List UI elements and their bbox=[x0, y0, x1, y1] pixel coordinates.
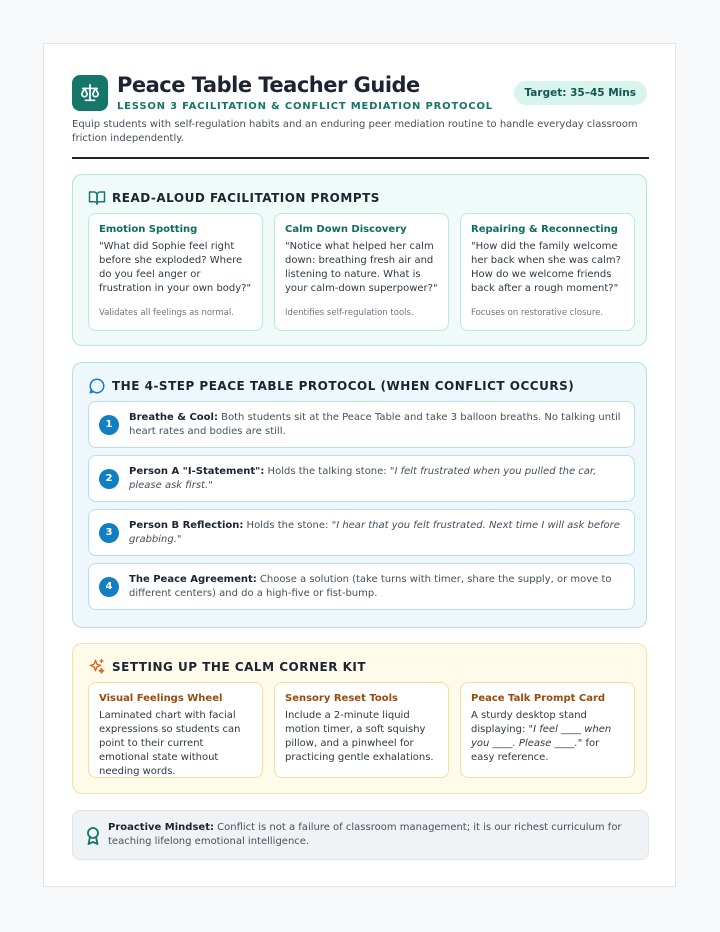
speech-bubble-icon bbox=[88, 377, 106, 395]
card-body: "What did Sophie feel right before she exploded? Where do you feel anger or frustration in your own body?" bbox=[99, 241, 252, 294]
card-body-text: A sturdy desktop stand displaying: bbox=[471, 710, 587, 735]
card-note: Focuses on restorative closure. bbox=[471, 308, 604, 318]
card-body: "Notice what helped her calm down: breathing fresh air and listening to nature. What is your calm-down superpower?" bbox=[285, 241, 438, 294]
step-number: 1 bbox=[99, 415, 119, 435]
intro-text: Equip students with self-regulation habits and an enduring peer mediation routine to handle everyday classroom friction independently. bbox=[72, 119, 638, 144]
step-description: Holds the stone: bbox=[243, 520, 332, 531]
card-body: Laminated chart with facial expressions so students can point to their current emotional state without needing words. bbox=[99, 710, 241, 777]
target-time-badge: Target: 35–45 Mins bbox=[514, 81, 648, 105]
card-body-text: for easy reference. bbox=[471, 738, 600, 763]
step-label: Breathe & Cool: bbox=[129, 412, 218, 423]
step-description: Both students sit at the Peace Table and take 3 balloon breaths. No talking until heart rates and bodies are still. bbox=[129, 412, 621, 437]
step-label: Person B Reflection: bbox=[129, 520, 244, 531]
card-note: Identifies self-regulation tools. bbox=[285, 308, 414, 318]
step-number: 4 bbox=[99, 577, 119, 597]
card-body bbox=[471, 709, 624, 765]
step-description: Choose a solution (take turns with timer, share the supply, or move to different centers) and do a high-five or fist-bump. bbox=[129, 574, 612, 599]
step-description: Holds the talking stone: bbox=[264, 466, 390, 477]
card-title: Emotion Spotting bbox=[99, 224, 198, 235]
kit-card bbox=[460, 682, 635, 778]
card-body: "How did the family welcome her back when she was calm? How do we welcome friends back after a rough moment?" bbox=[471, 241, 621, 294]
award-ribbon-icon bbox=[85, 826, 101, 846]
page-title: Peace Table Teacher Guide bbox=[117, 73, 420, 97]
step-number: 3 bbox=[99, 523, 119, 543]
mindset-callout bbox=[72, 810, 649, 860]
kit-card bbox=[274, 682, 449, 778]
prompt-card bbox=[274, 213, 449, 331]
mindset-label: Proactive Mindset: bbox=[108, 822, 214, 833]
protocol-section bbox=[72, 362, 647, 628]
section-heading: READ-ALOUD FACILITATION PROMPTS bbox=[112, 191, 380, 205]
prompt-card bbox=[460, 213, 635, 331]
step-text bbox=[129, 411, 624, 439]
card-title: Sensory Reset Tools bbox=[285, 693, 398, 704]
card-body-quote: "I feel ____ when you ____. Please ____." bbox=[471, 724, 612, 749]
step-quote: "I hear that you felt frustrated. Next time I will ask before grabbing." bbox=[129, 520, 620, 545]
open-book-icon bbox=[88, 189, 106, 207]
step-text bbox=[129, 519, 624, 547]
step-quote: "I felt frustrated when you pulled the car, please ask first." bbox=[129, 466, 597, 491]
kit-card bbox=[88, 682, 263, 778]
mindset-description: Conflict is not a failure of classroom management; it is our richest curriculum for teaching lifelong emotional intelligence. bbox=[108, 822, 622, 847]
guide-page bbox=[43, 43, 676, 887]
calm-corner-kit-section bbox=[72, 643, 647, 794]
card-body: Include a 2-minute liquid motion timer, a soft squishy pillow, and a pinwheel for practicing gentle exhalations. bbox=[285, 710, 434, 763]
card-note: Validates all feelings as normal. bbox=[99, 308, 234, 318]
mindset-text bbox=[108, 821, 638, 849]
prompt-card bbox=[88, 213, 263, 331]
protocol-step bbox=[88, 455, 635, 502]
card-title: Repairing & Reconnecting bbox=[471, 224, 618, 235]
step-text bbox=[129, 465, 624, 493]
step-number: 2 bbox=[99, 469, 119, 489]
step-label: Person A "I-Statement": bbox=[129, 466, 265, 477]
card-title: Peace Talk Prompt Card bbox=[471, 693, 606, 704]
section-heading: SETTING UP THE CALM CORNER KIT bbox=[112, 660, 367, 674]
facilitation-prompts-section bbox=[72, 174, 647, 346]
card-title: Visual Feelings Wheel bbox=[99, 693, 223, 704]
protocol-step bbox=[88, 401, 635, 448]
header-divider bbox=[72, 157, 649, 159]
step-text bbox=[129, 573, 624, 601]
lesson-subtitle: LESSON 3 FACILITATION & CONFLICT MEDIATION PROTOCOL bbox=[117, 101, 493, 112]
protocol-step bbox=[88, 509, 635, 556]
card-title: Calm Down Discovery bbox=[285, 224, 407, 235]
balance-scale-icon bbox=[72, 75, 108, 111]
sparkles-icon bbox=[88, 658, 106, 676]
section-heading: THE 4-STEP PEACE TABLE PROTOCOL (WHEN CONFLICT OCCURS) bbox=[112, 379, 575, 393]
protocol-step bbox=[88, 563, 635, 610]
step-label: The Peace Agreement: bbox=[129, 574, 257, 585]
